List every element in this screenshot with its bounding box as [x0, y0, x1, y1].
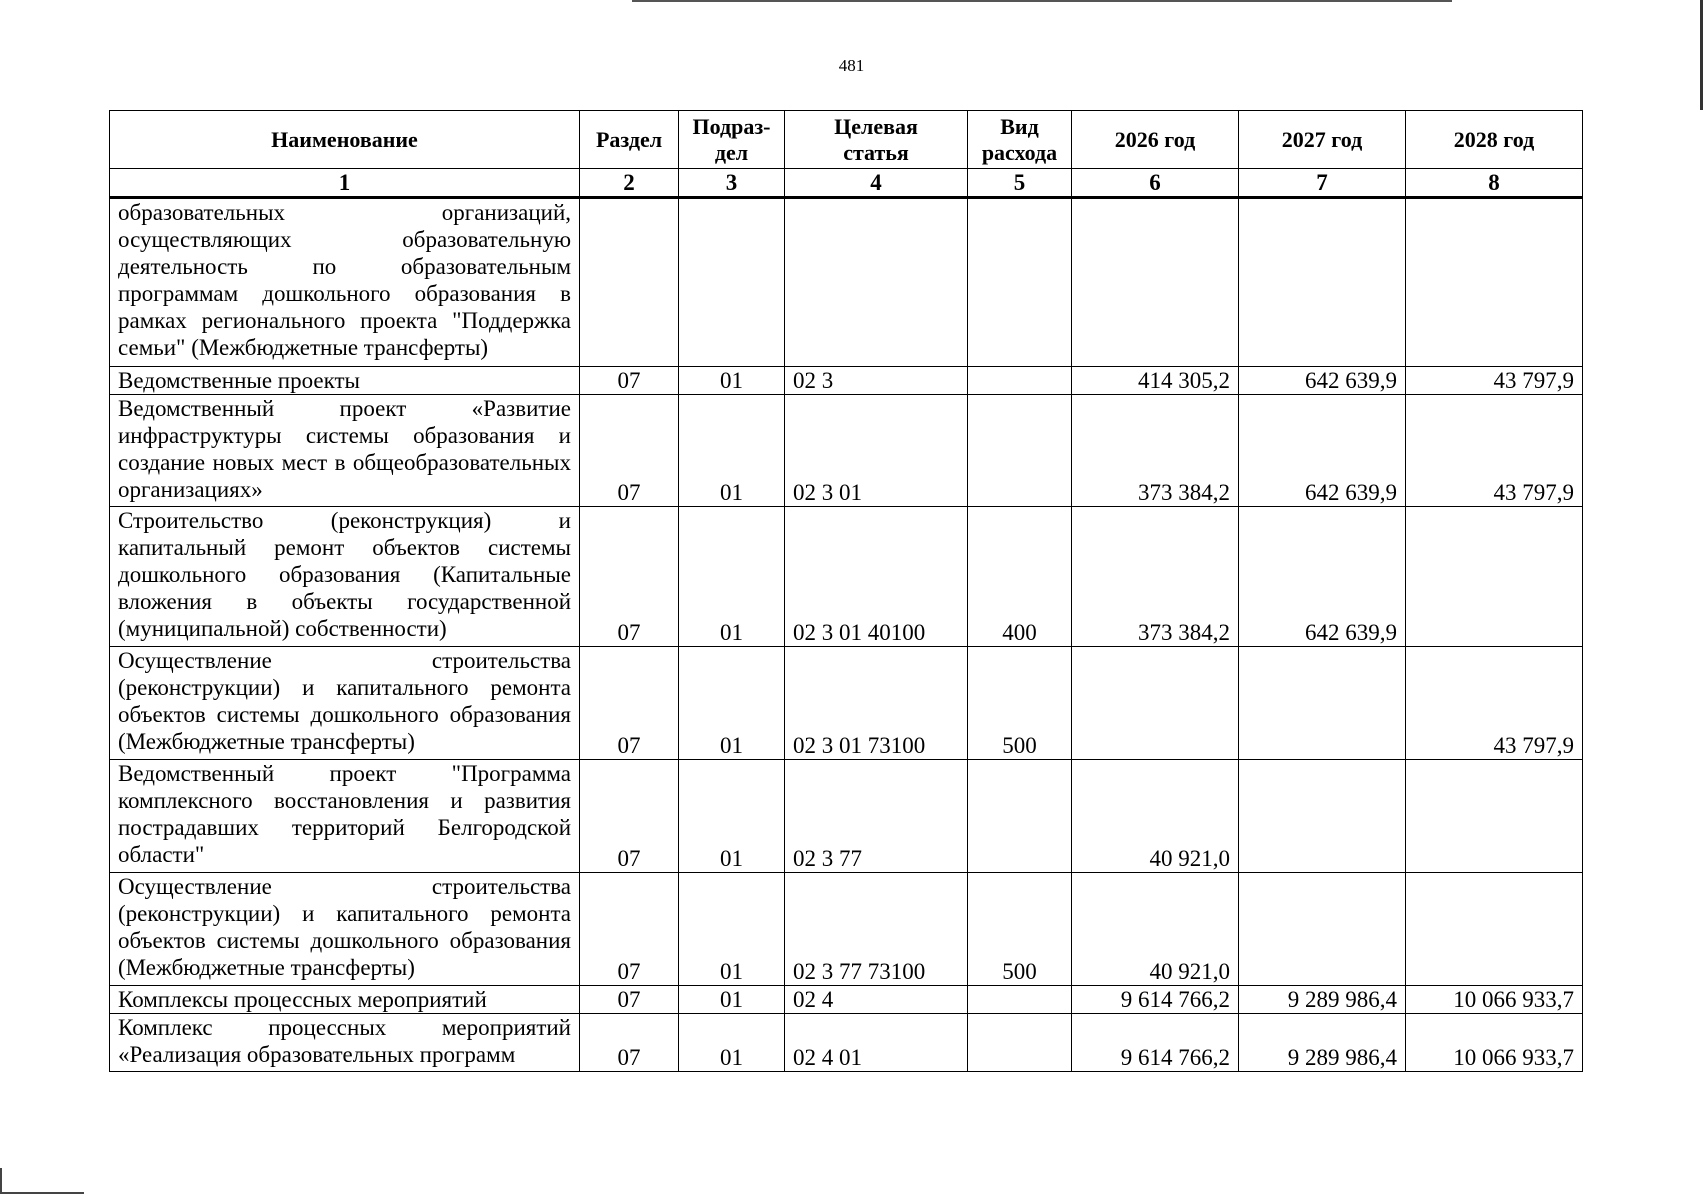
header-year-2028-label: 2028 год	[1453, 126, 1535, 152]
header-year-2026-label: 2026 год	[1114, 126, 1196, 152]
row-2027	[1239, 198, 1406, 367]
row-2027: 9 289 986,4	[1239, 986, 1406, 1014]
header-section	[580, 111, 679, 169]
row-target: 02 3 01 40100	[785, 507, 968, 647]
row-2027: 642 639,9	[1239, 507, 1406, 647]
row-subsection: 01	[679, 367, 785, 395]
row-subsection: 01	[679, 1014, 785, 1072]
table-row	[110, 986, 1583, 1014]
row-subsection: 01	[679, 507, 785, 647]
table-row	[110, 1014, 1583, 1072]
row-2028: 43 797,9	[1406, 367, 1583, 395]
row-2026: 414 305,2	[1072, 367, 1239, 395]
header-subsection-label: Подраз- дел	[692, 113, 771, 165]
header-name	[110, 111, 580, 169]
row-name: Ведомственный проект "Программа комплексного восстановления и развития пострадавших территорий Белгородской области"	[110, 760, 580, 873]
column-number-row	[110, 169, 1583, 198]
column-number-5: 5	[968, 169, 1072, 198]
page-number: 481	[838, 56, 865, 75]
row-type	[968, 1014, 1072, 1072]
table-row	[110, 507, 1583, 647]
column-number-4: 4	[785, 169, 968, 198]
budget-table	[109, 110, 1583, 1072]
table-row	[110, 647, 1583, 760]
row-2028	[1406, 198, 1583, 367]
header-year-2027	[1239, 111, 1406, 169]
row-type: 500	[968, 873, 1072, 986]
row-2026	[1072, 198, 1239, 367]
row-type: 400	[968, 507, 1072, 647]
row-2026	[1072, 647, 1239, 760]
header-expense-type	[968, 111, 1072, 169]
column-number-8: 8	[1406, 169, 1583, 198]
row-section: 07	[580, 760, 679, 873]
row-section: 07	[580, 367, 679, 395]
row-2026: 9 614 766,2	[1072, 986, 1239, 1014]
header-year-2028	[1406, 111, 1583, 169]
scan-edge-top	[632, 0, 1452, 2]
row-section: 07	[580, 986, 679, 1014]
column-number-1: 1	[110, 169, 580, 198]
column-number-7: 7	[1239, 169, 1406, 198]
row-type	[968, 760, 1072, 873]
row-name: Осуществление строительства (реконструкции) и капитального ремонта объектов системы дошкольного образования (Межбюджетные трансферты)	[110, 873, 580, 986]
row-2028	[1406, 760, 1583, 873]
row-2026: 9 614 766,2	[1072, 1014, 1239, 1072]
column-number-3: 3	[679, 169, 785, 198]
row-2027	[1239, 873, 1406, 986]
column-number-6: 6	[1072, 169, 1239, 198]
header-row	[110, 111, 1583, 169]
row-2027: 642 639,9	[1239, 367, 1406, 395]
table-row	[110, 873, 1583, 986]
scan-edge-left	[0, 1168, 2, 1194]
header-expense-type-label: Вид расхода	[981, 113, 1058, 165]
row-name: Комплексы процессных мероприятий	[110, 986, 580, 1014]
row-type	[968, 198, 1072, 367]
row-target: 02 3 01	[785, 395, 968, 507]
row-2026: 40 921,0	[1072, 760, 1239, 873]
row-section	[580, 198, 679, 367]
row-name: Осуществление строительства (реконструкции) и капитального ремонта объектов системы дошкольного образования (Межбюджетные трансферты)	[110, 647, 580, 760]
row-2027: 642 639,9	[1239, 395, 1406, 507]
row-target	[785, 198, 968, 367]
row-target: 02 3	[785, 367, 968, 395]
row-subsection: 01	[679, 395, 785, 507]
row-2028: 10 066 933,7	[1406, 986, 1583, 1014]
row-section: 07	[580, 873, 679, 986]
row-name: Комплекс процессных мероприятий «Реализация образовательных программ	[110, 1014, 580, 1072]
row-target: 02 4 01	[785, 1014, 968, 1072]
row-name: Строительство (реконструкция) и капитальный ремонт объектов системы дошкольного образования (Капитальные вложения в объекты государственной (муниципальной) собственности)	[110, 507, 580, 647]
column-number-2: 2	[580, 169, 679, 198]
row-subsection: 01	[679, 647, 785, 760]
table-row	[110, 760, 1583, 873]
row-section: 07	[580, 1014, 679, 1072]
row-subsection: 01	[679, 873, 785, 986]
table-row	[110, 198, 1583, 367]
row-2026: 373 384,2	[1072, 507, 1239, 647]
row-2026: 373 384,2	[1072, 395, 1239, 507]
header-year-2027-label: 2027 год	[1281, 126, 1363, 152]
row-target: 02 3 77	[785, 760, 968, 873]
row-2027	[1239, 647, 1406, 760]
scan-edge-bottom-left	[0, 1192, 84, 1194]
row-type	[968, 395, 1072, 507]
row-section: 07	[580, 395, 679, 507]
row-subsection: 01	[679, 760, 785, 873]
row-2028: 43 797,9	[1406, 647, 1583, 760]
row-type: 500	[968, 647, 1072, 760]
row-subsection: 01	[679, 986, 785, 1014]
header-target-item-label: Целевая статья	[834, 113, 918, 165]
header-section-label: Раздел	[595, 126, 663, 152]
row-target: 02 3 77 73100	[785, 873, 968, 986]
header-subsection	[679, 111, 785, 169]
row-section: 07	[580, 507, 679, 647]
header-name-label: Наименование	[271, 126, 418, 152]
row-2028: 43 797,9	[1406, 395, 1583, 507]
row-section: 07	[580, 647, 679, 760]
row-2027	[1239, 760, 1406, 873]
row-name: Ведомственный проект «Развитие инфраструктуры системы образования и создание новых мест в общеобразовательных организациях»	[110, 395, 580, 507]
header-year-2026	[1072, 111, 1239, 169]
table-row	[110, 395, 1583, 507]
row-2028	[1406, 873, 1583, 986]
row-target: 02 3 01 73100	[785, 647, 968, 760]
row-2027: 9 289 986,4	[1239, 1014, 1406, 1072]
row-2026: 40 921,0	[1072, 873, 1239, 986]
row-name: образовательных организаций, осуществляющих образовательную деятельность по образовательным программам дошкольного образования в рамках регионального проекта "Поддержка семьи" (Межбюджетные трансферты)	[110, 198, 580, 367]
row-name: Ведомственные проекты	[110, 367, 580, 395]
row-target: 02 4	[785, 986, 968, 1014]
header-target-item	[785, 111, 968, 169]
row-2028	[1406, 507, 1583, 647]
row-type	[968, 367, 1072, 395]
row-type	[968, 986, 1072, 1014]
row-subsection	[679, 198, 785, 367]
row-2028: 10 066 933,7	[1406, 1014, 1583, 1072]
table-row	[110, 367, 1583, 395]
